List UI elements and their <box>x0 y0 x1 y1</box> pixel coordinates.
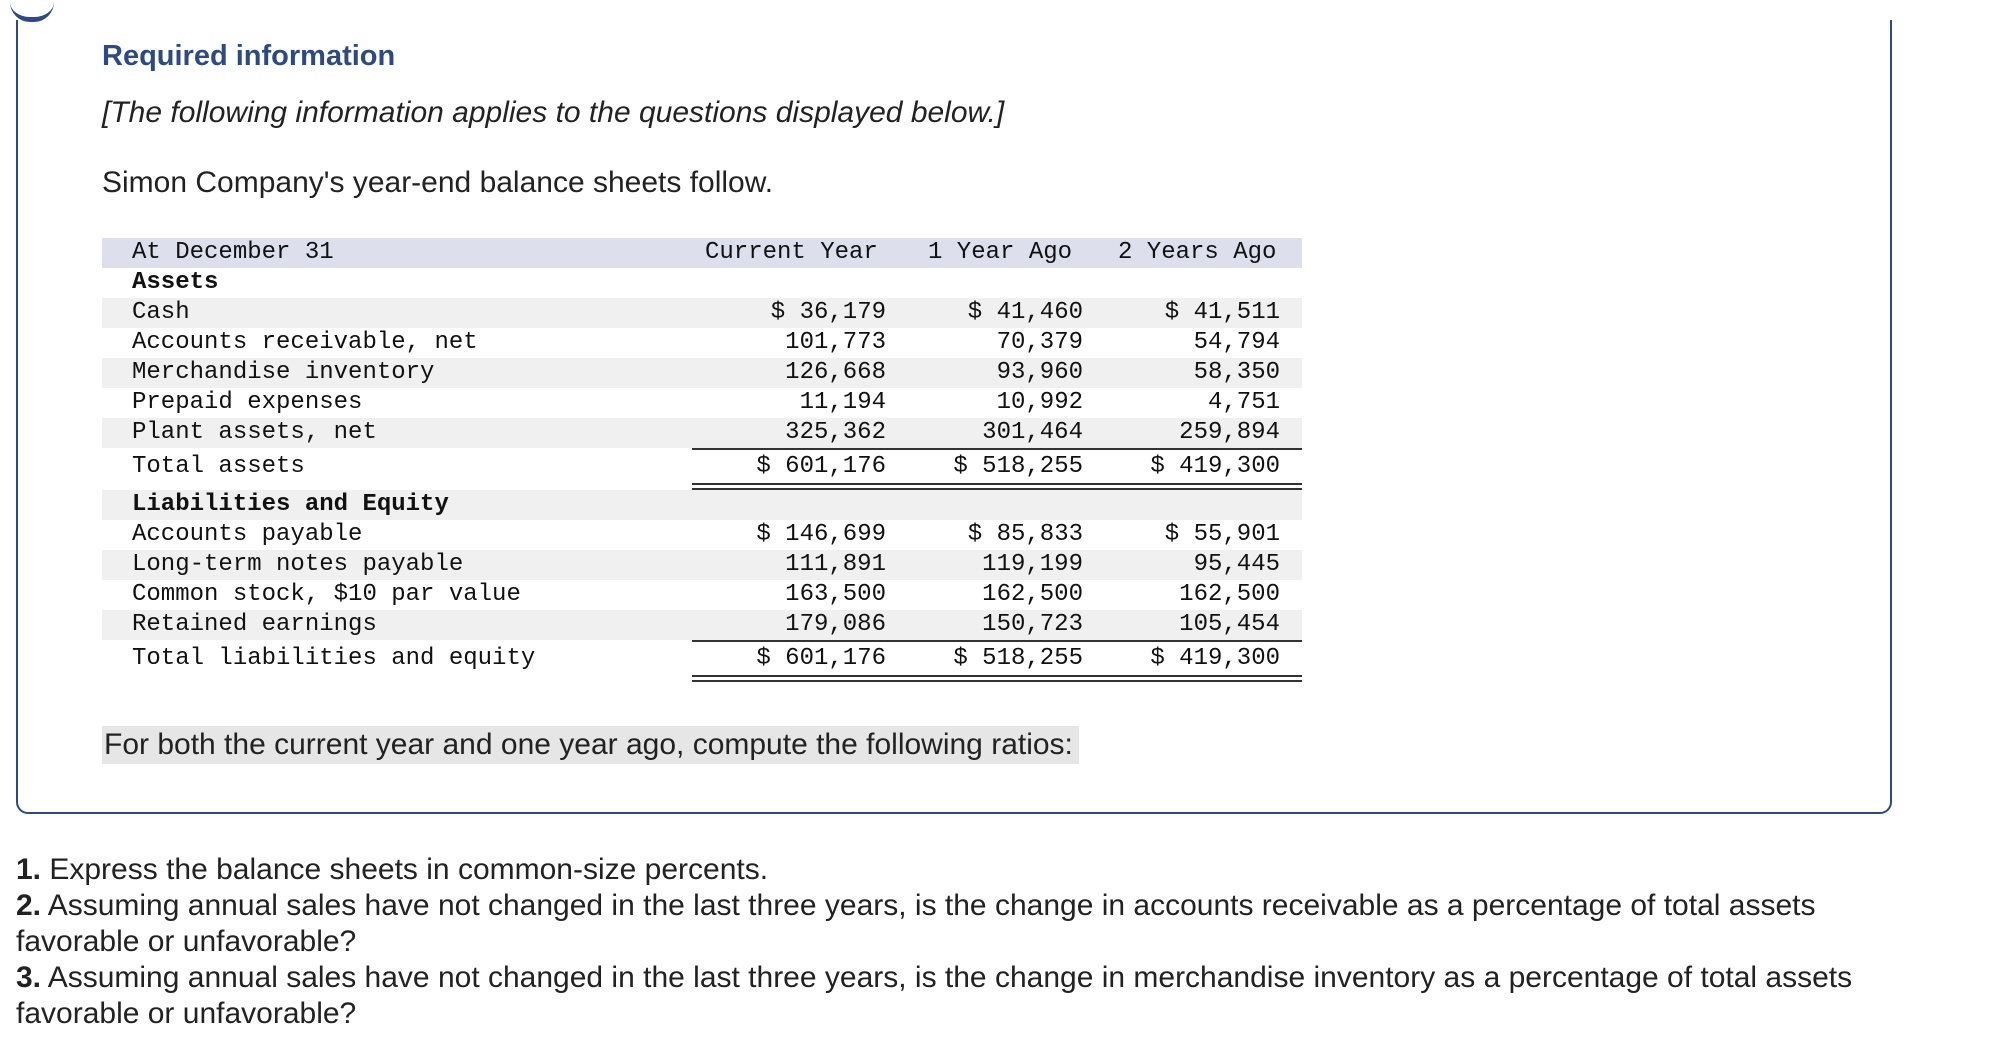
balance-sheet-table <box>102 238 1302 678</box>
cell-1-year-ago: 70,379 <box>996 329 1083 356</box>
cell-2-years-ago: $ 41,511 <box>1164 299 1280 326</box>
question-number: 3. <box>16 961 42 994</box>
row-label: Accounts receivable, net <box>132 329 478 356</box>
question-text: Assuming annual sales have not changed in the last three years, is the change in accounts receivable as a percentage of total assets favorable or unfavorable? <box>16 889 1816 958</box>
assets-heading: Assets <box>132 269 219 296</box>
header-1-year-ago: 1 Year Ago <box>928 239 1073 266</box>
cell-current-year: 126,668 <box>785 359 886 386</box>
row-label: Plant assets, net <box>132 419 377 446</box>
intro-text: Simon Company's year-end balance sheets follow. <box>102 166 774 199</box>
liabilities-heading: Liabilities and Equity <box>132 491 449 518</box>
question-item <box>16 852 1896 888</box>
cell-current-year: $ 36,179 <box>770 299 886 326</box>
table-row <box>102 328 1302 358</box>
question-list <box>16 852 1896 1032</box>
cell-current-year: 163,500 <box>785 581 886 608</box>
cell-current-year: 11,194 <box>799 389 886 416</box>
total-assets-2-years-ago: $ 419,300 <box>1150 453 1280 480</box>
table-row <box>102 298 1302 328</box>
total-assets-row <box>102 448 1302 486</box>
cell-1-year-ago: 119,199 <box>982 551 1083 578</box>
table-row <box>102 418 1302 448</box>
question-text: Assuming annual sales have not changed in the last three years, is the change in merchandise inventory as a percentage of total assets favorable or unfavorable? <box>16 961 1853 1030</box>
total-liabilities-row <box>102 640 1302 678</box>
cell-2-years-ago: 54,794 <box>1193 329 1280 356</box>
cell-current-year: 111,891 <box>785 551 886 578</box>
cell-2-years-ago: 105,454 <box>1179 611 1280 638</box>
header-current-year: Current Year <box>705 239 878 266</box>
row-label: Long-term notes payable <box>132 551 464 578</box>
total-liabilities-current-year: $ 601,176 <box>756 645 886 672</box>
question-number: 1. <box>16 853 42 886</box>
question-item <box>16 960 1896 1032</box>
total-assets-current-year: $ 601,176 <box>756 453 886 480</box>
question-item <box>16 888 1896 960</box>
row-label: Retained earnings <box>132 611 377 638</box>
cell-1-year-ago: 93,960 <box>996 359 1083 386</box>
cell-1-year-ago: 150,723 <box>982 611 1083 638</box>
cell-2-years-ago: 162,500 <box>1179 581 1280 608</box>
cell-2-years-ago: 259,894 <box>1179 419 1280 446</box>
row-label: Cash <box>132 299 190 326</box>
row-label: Accounts payable <box>132 521 363 548</box>
panel-top-accent <box>10 0 54 22</box>
cell-1-year-ago: 10,992 <box>996 389 1083 416</box>
header-2-years-ago: 2 Years Ago <box>1118 239 1277 266</box>
cell-2-years-ago: $ 55,901 <box>1164 521 1280 548</box>
cell-1-year-ago: $ 85,833 <box>967 521 1083 548</box>
cell-1-year-ago: $ 41,460 <box>967 299 1083 326</box>
total-assets-1-year-ago: $ 518,255 <box>953 453 1083 480</box>
compute-prompt: For both the current year and one year ago, compute the following ratios: <box>102 726 1079 764</box>
header-label: At December 31 <box>132 239 334 266</box>
liabilities-heading-row <box>102 490 1302 520</box>
total-double-rule <box>692 675 1302 682</box>
cell-1-year-ago: 162,500 <box>982 581 1083 608</box>
question-number: 2. <box>16 889 42 922</box>
cell-1-year-ago: 301,464 <box>982 419 1083 446</box>
table-row <box>102 610 1302 640</box>
cell-2-years-ago: 95,445 <box>1193 551 1280 578</box>
total-double-rule <box>692 483 1302 490</box>
table-header-row <box>102 238 1302 268</box>
assets-heading-row <box>102 268 1302 298</box>
table-row <box>102 520 1302 550</box>
total-liabilities-2-years-ago: $ 419,300 <box>1150 645 1280 672</box>
question-text: Express the balance sheets in common-size percents. <box>41 853 769 886</box>
total-assets-label: Total assets <box>132 453 305 480</box>
cell-current-year: 179,086 <box>785 611 886 638</box>
cell-2-years-ago: 4,751 <box>1207 389 1280 416</box>
total-liabilities-label: Total liabilities and equity <box>132 645 536 672</box>
row-label: Common stock, $10 par value <box>132 581 521 608</box>
required-info-note: [The following information applies to the questions displayed below.] <box>102 96 1005 129</box>
total-liabilities-1-year-ago: $ 518,255 <box>953 645 1083 672</box>
row-label: Prepaid expenses <box>132 389 363 416</box>
row-label: Merchandise inventory <box>132 359 435 386</box>
table-row <box>102 550 1302 580</box>
cell-current-year: 325,362 <box>785 419 886 446</box>
cell-2-years-ago: 58,350 <box>1193 359 1280 386</box>
table-row <box>102 388 1302 418</box>
cell-current-year: 101,773 <box>785 329 886 356</box>
table-row <box>102 580 1302 610</box>
required-info-title: Required information <box>102 40 396 72</box>
cell-current-year: $ 146,699 <box>756 521 886 548</box>
table-row <box>102 358 1302 388</box>
